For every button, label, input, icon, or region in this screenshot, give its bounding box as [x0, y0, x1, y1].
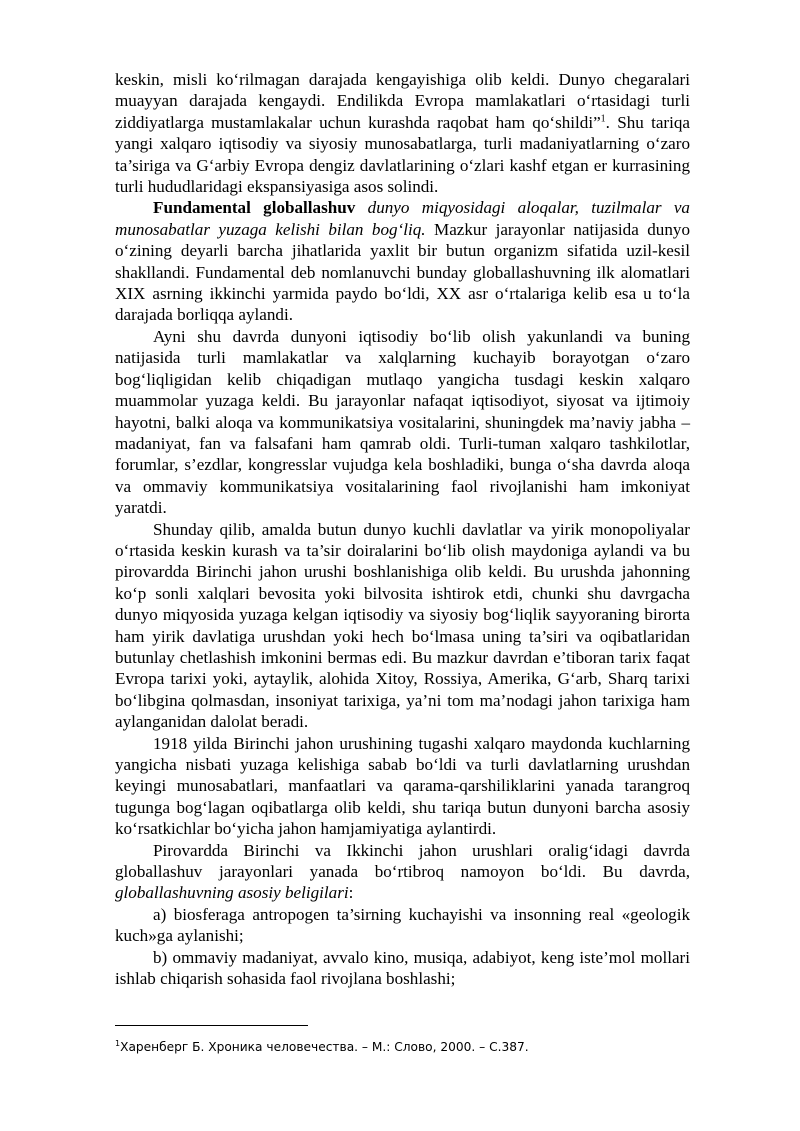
list-item-a: a) biosferaga antropogen ta’sirning kuchayishi va insonning real «geologik kuch»ga aylanishi;	[115, 904, 690, 946]
paragraph-text: keskin, misli ko‘rilmagan darajada kengayishiga olib keldi. Dunyo chegaralari muayyan darajada kengaydi. Endilikda Evropa mamlakatlari o‘rtasidagi turli ziddiyatlarga mustamlakalar uchun kurashda raqobat ham qo‘shildi”	[115, 70, 690, 132]
paragraph-continuation	[115, 69, 690, 197]
footnote	[115, 1039, 690, 1055]
document-body	[115, 69, 690, 989]
paragraph-text: Mazkur jarayonlar natijasida dunyo o‘zining deyarli barcha jihatlarida yaxlit bir butun organizm sifatida uzil-kesil shakllandi. Fundamental deb nomlanuvchi bunday globallashuvning ilk alomatlari XIX asrning ikkinchi yarmida paydo bo‘ldi, XX asr o‘rtalariga kelib esa u to‘la darajada borliqqa aylandi.	[115, 219, 690, 325]
colon: :	[348, 883, 354, 903]
paragraph: Shunday qilib, amalda butun dunyo kuchli davlatlar va yirik monopoliyalar o‘rtasida keskin kurash va ta’sir doiralarini bo‘lib olish maydoniga aylandi va bu pirovardda Birinchi jahon urushi boshlanishiga olib keldi. Bu urushda jahonning ko‘p sonli xalqlari bevosita yoki bilvosita ishtirok etdi, chunki shu davrgacha dunyo miqyosida yuzaga kelgan iqtisodiy va siyosiy bog‘liqlik sayyoraning birorta ham yirik davlatiga urushdan yoki hech bo‘lmasa uning ta’siri va oqibatlaridan butunlay chetlashish imkonini bermas edi. Bu mazkur davrdan e’tiboran tarix faqat Evropa tarixi yoki, aytaylik, alohida Xitoy, Rossiya, Amerika, G‘arb, Sharq tarixi bo‘libgina qolmasdan, insoniyat tarixiga, ya’ni tom ma’nodagi jahon tarixiga ham aylanganidan dalolat beradi.	[115, 519, 690, 732]
features-heading-italic: globallashuvning asosiy beligilari	[115, 883, 349, 903]
footnote-reference[interactable]: 1	[600, 113, 606, 125]
paragraph-text: Pirovardda Birinchi va Ikkinchi jahon urushlari oralig‘idagi davrda globallashuv jarayonlari yanada bo‘rtibroq namoyon bo‘ldi. Bu davrda,	[115, 840, 690, 882]
term-bold: Fundamental globallashuv	[153, 198, 356, 218]
footnote-text: Харенберг Б. Хроника человечества. – М.: Слово, 2000. – С.387.	[120, 1040, 529, 1054]
paragraph-text: . Shu tariqa yangi xalqaro iqtisodiy va siyosiy munosabatlarga, turli madaniyatlarning o‘zaro ta’siriga va G‘arbiy Evropa dengiz davlatlarining o‘zlari kashf etgan er kurrasining turli hududlaridagi ekspansiyasiga asos solindi.	[115, 112, 690, 197]
paragraph: 1918 yilda Birinchi jahon urushining tugashi xalqaro maydonda kuchlarning yangicha nisbati yuzaga kelishiga sabab bo‘ldi va turli davlatlarning urushdan keyingi munosabatlari, manfaatlari va qarama-qarshiliklarini yanada tarangroq tugunga bog‘lagan oqibatlarga olib keldi, shu tariqa butun dunyoni barcha asosiy ko‘rsatkichlar bo‘yicha jahon hamjamiyatiga aylantirdi.	[115, 733, 690, 839]
definition-italic: dunyo miqyosidagi aloqalar, tuzilmalar va munosabatlar yuzaga kelishi bilan bog‘liq.	[115, 198, 690, 239]
footnote-number: 1	[115, 1038, 121, 1048]
footnote-separator	[115, 1025, 308, 1026]
paragraph-features-intro	[115, 840, 690, 904]
paragraph-fundamental-globalization	[115, 197, 690, 325]
paragraph: Ayni shu davrda dunyoni iqtisodiy bo‘lib olish yakunlandi va buning natijasida turli mamlakatlar va xalqlarning kuchayib borayotgan o‘zaro bog‘liqligidan kelib chiqadigan mutlaqo yangicha tusdagi keskin xalqaro muammolar yuzaga keldi. Bu jarayonlar nafaqat iqtisodiyot, siyosat va ijtimoiy hayotni, balki aloqa va kommunikatsiya vositalarini, shuningdek ma’naviy jabha – madaniyat, fan va falsafani ham qamrab oldi. Turli-tuman xalqaro tashkilotlar, forumlar, s’ezdlar, kongresslar vujudga kela boshladiki, bunga o‘sha davrda aloqa va ommaviy kommunikatsiya vositalarining faol rivojlanishi ham imkoniyat yaratdi.	[115, 326, 690, 518]
list-item-b: b) ommaviy madaniyat, avvalo kino, musiqa, adabiyot, keng iste’mol mollari ishlab chiqarish sohasida faol rivojlana boshlashi;	[115, 947, 690, 989]
